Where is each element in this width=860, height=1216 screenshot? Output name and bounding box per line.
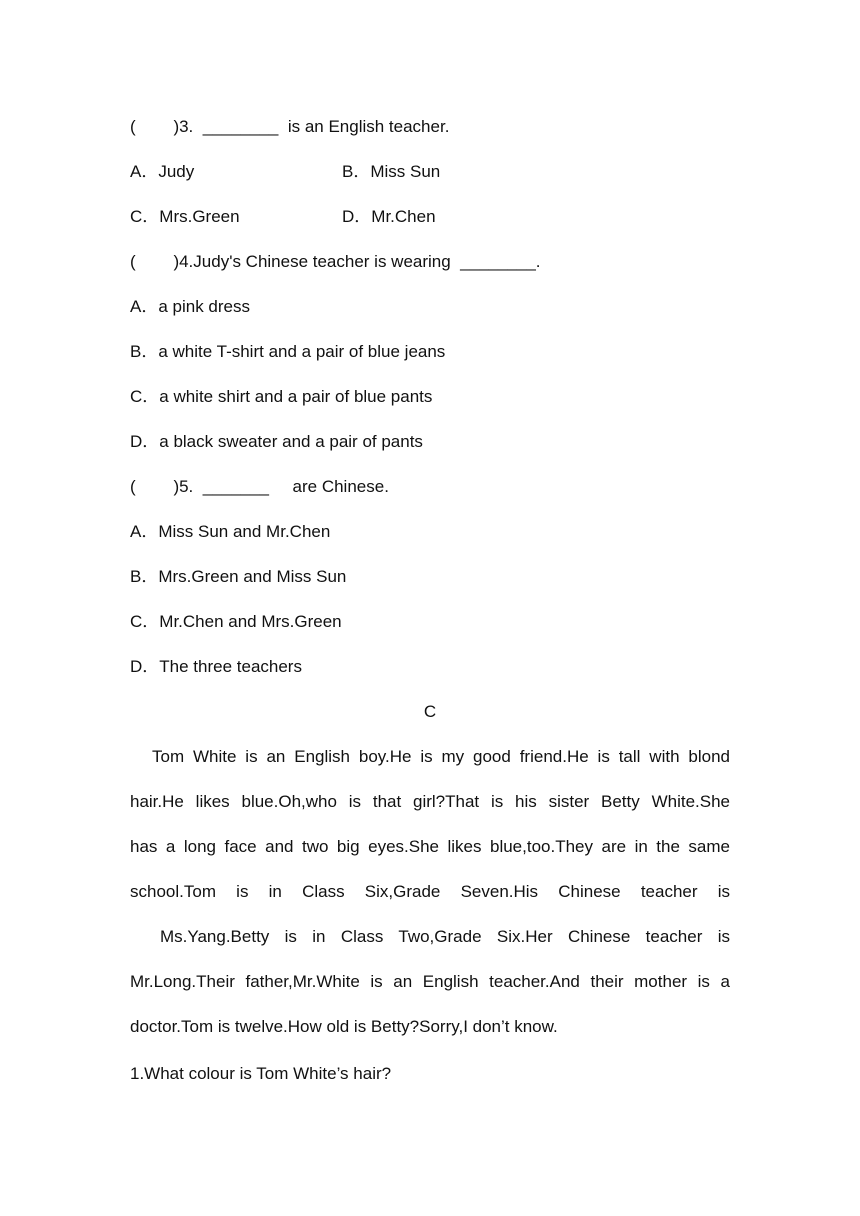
question-4-option-d: D．a black sweater and a pair of pants [130,432,423,451]
question-3-option-a: A．Judy [130,162,195,181]
question-4-option-c: C．a white shirt and a pair of blue pants [130,387,433,406]
question-3-stem: ( )3. ________ is an English teacher. [130,117,450,136]
question-5-stem: ( )5. _______ are Chinese. [130,477,389,496]
question-4-option-b: B．a white T-shirt and a pair of blue jeans [130,342,446,361]
question-4-stem: ( )4.Judy's Chinese teacher is wearing ________. [130,252,541,271]
passage-line: has a long face and two big eyes.She likes blue,too.They are in the same [130,837,730,856]
section-heading: C [423,702,437,721]
passage-line: doctor.Tom is twelve.How old is Betty?Sorry,I don’t know. [130,1017,558,1036]
passage-line: Tom White is an English boy.He is my good friend.He is tall with blond [152,747,730,766]
question-5-option-a: A．Miss Sun and Mr.Chen [130,522,331,541]
passage-line: school.Tom is in Class Six,Grade Seven.His Chinese teacher is [130,882,730,901]
question-5-option-d: D．The three teachers [130,657,302,676]
question-3-option-b: B．Miss Sun [342,162,441,181]
question-3-option-d: D．Mr.Chen [342,207,436,226]
question-3-option-c: C．Mrs.Green [130,207,240,226]
question-5-option-c: C．Mr.Chen and Mrs.Green [130,612,342,631]
question-4-option-a: A．a pink dress [130,297,250,316]
question-5-option-b: B．Mrs.Green and Miss Sun [130,567,347,586]
passage-line: Mr.Long.Their father,Mr.White is an English teacher.And their mother is a [130,972,730,991]
comprehension-question-1: 1.What colour is Tom White’s hair? [130,1064,392,1083]
passage-line: hair.He likes blue.Oh,who is that girl?That is his sister Betty White.She [130,792,730,811]
passage-line: Ms.Yang.Betty is in Class Two,Grade Six.Her Chinese teacher is [160,927,730,946]
